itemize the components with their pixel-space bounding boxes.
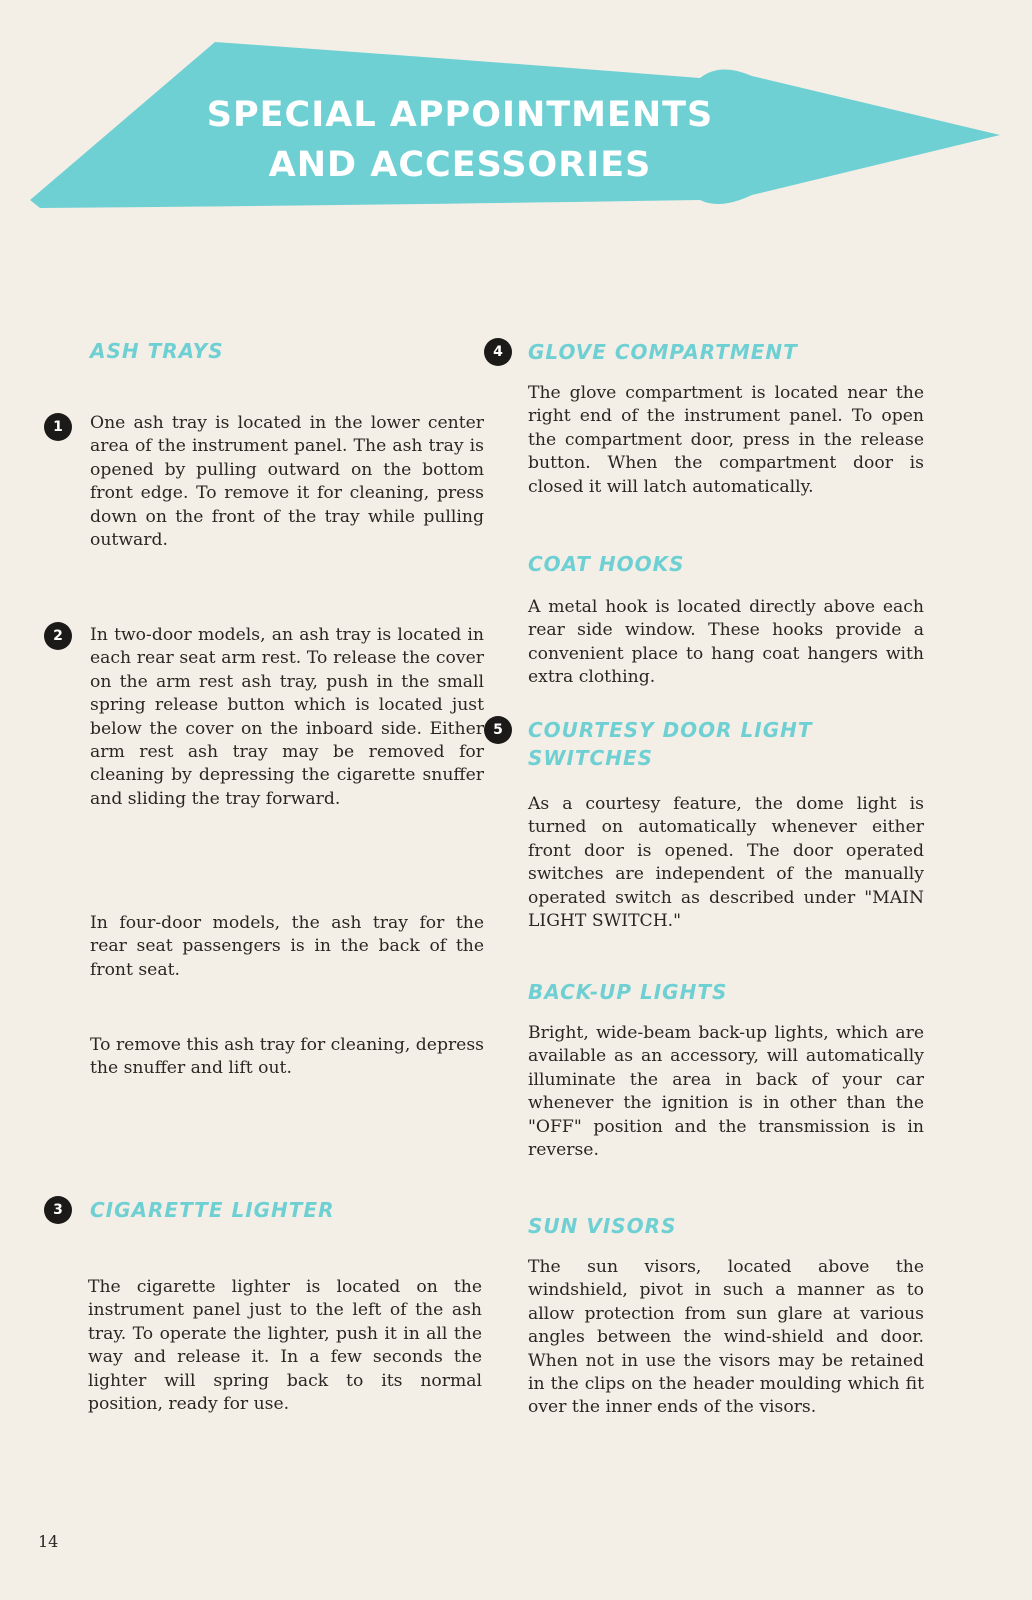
marker-2: 2: [44, 622, 72, 650]
title-banner: [0, 0, 1032, 230]
back-up-lights-heading: BACK-UP LIGHTS: [528, 980, 728, 1004]
page-title: [130, 90, 790, 190]
ash-trays-paragraph-4: To remove this ash tray for cleaning, depress the snuffer and lift out.: [90, 1035, 484, 1079]
ash-trays-paragraph-2: In two-door models, an ash tray is located in each rear seat arm rest. To release the cover on the arm rest ash tray, push in the small spring release button which is located just below the cover on the inboard side. Either arm rest ash tray may be removed for cleaning by depressing the cigarette snuffer and sliding the tray forward.: [90, 625, 484, 809]
cigarette-lighter-heading: CIGARETTE LIGHTER: [90, 1198, 335, 1222]
coat-hooks-paragraph: A metal hook is located directly above each rear side window. These hooks provide a convenient place to hang coat hangers with extra clothing.: [528, 597, 924, 688]
courtesy-heading-line-2: SWITCHES: [528, 746, 654, 770]
ash-trays-heading: ASH TRAYS: [90, 339, 224, 363]
sun-visors-paragraph: The sun visors, located above the windshield, pivot in such a manner as to allow protection from sun glare at various angles between the wind-shield and door. When not in use the visors may be retained in the clips on the header moulding which fit over the inner ends of the visors.: [528, 1257, 924, 1418]
marker-3: 3: [44, 1196, 72, 1224]
marker-5: 5: [484, 716, 512, 744]
marker-4: 4: [484, 338, 512, 366]
glove-compartment-paragraph: The glove compartment is located near the right end of the instrument panel. To open the compartment door, press in the release button. When the compartment door is closed it will latch automatically.: [528, 383, 924, 497]
ash-trays-paragraph-1: One ash tray is located in the lower center area of the instrument panel. The ash tray is opened by pulling outward on the bottom front edge. To remove it for cleaning, press down on the front of the tray while pulling outward.: [90, 413, 484, 551]
title-line-1: SPECIAL APPOINTMENTS: [206, 95, 714, 135]
courtesy-heading-line-1: COURTESY DOOR LIGHT: [528, 718, 813, 742]
coat-hooks-heading: COAT HOOKS: [528, 552, 685, 576]
ash-trays-paragraph-3: In four-door models, the ash tray for the rear seat passengers is in the back of the front seat.: [90, 913, 484, 980]
courtesy-door-light-heading: [528, 716, 813, 772]
cigarette-lighter-paragraph: The cigarette lighter is located on the instrument panel just to the left of the ash tray. To operate the lighter, push it in all the way and release it. In a few seconds the lighter will spring back to its normal position, ready for use.: [88, 1277, 482, 1415]
page-number: 14: [38, 1532, 59, 1551]
courtesy-door-light-paragraph: As a courtesy feature, the dome light is turned on automatically whenever either front door is opened. The door operated switches are independent of the manually operated switch as described under "MAIN LIGHT SWITCH.": [528, 794, 924, 932]
marker-1: 1: [44, 413, 72, 441]
glove-compartment-heading: GLOVE COMPARTMENT: [528, 340, 798, 364]
back-up-lights-paragraph: Bright, wide-beam back-up lights, which are available as an accessory, will automatically illuminate the area in back of your car whenever the ignition is in other than the "OFF" position and the transmission is in reverse.: [528, 1023, 924, 1161]
sun-visors-heading: SUN VISORS: [528, 1214, 677, 1238]
title-line-2: AND ACCESSORIES: [268, 145, 652, 185]
